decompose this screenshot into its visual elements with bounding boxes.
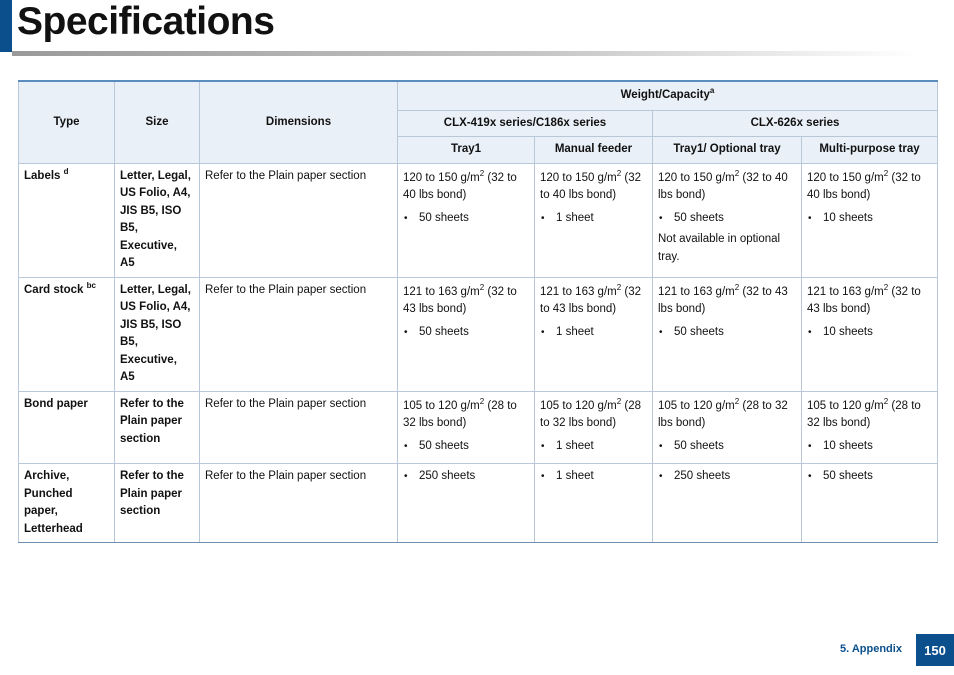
title-divider <box>12 51 917 56</box>
capacity-cell-multi-purpose <box>802 464 938 543</box>
page-title: Specifications <box>17 0 275 43</box>
capacity-bullet: • 50 sheets <box>403 438 529 456</box>
footnote-marker: d <box>63 166 69 176</box>
weight-range: 120 to 150 $g/m^2$ (32 to 40 lbs bond) <box>807 168 921 201</box>
type-cell: Archive, Punched paper, Letterhead <box>19 464 115 543</box>
weight-range: 105 to 120 $g/m^2$ (28 to 32 lbs bond) <box>540 396 642 429</box>
capacity-bullet: • 1 sheet <box>540 210 647 228</box>
header-multi-purpose: Multi-purpose tray <box>802 137 938 164</box>
weight-range: 121 to 163 $g/m^2$ (32 to 43 lbs bond) <box>403 282 517 315</box>
header-tray1: Tray1 <box>398 137 535 164</box>
capacity-cell-manual <box>535 163 653 277</box>
size-cell: Refer to the Plain paper section <box>115 391 200 464</box>
header-weight-capacity-label: Weight/Capacity <box>620 89 710 101</box>
weight-range: 120 to 150 $g/m^2$ (32 to 40 lbs bond) <box>403 168 517 201</box>
weight-range: 120 to 150 $g/m^2$ (32 to 40 lbs bond) <box>540 168 642 201</box>
weight-range: 121 to 163 $g/m^2$ (32 to 43 lbs bond) <box>540 282 642 315</box>
header-tray1-optional: Tray1/ Optional tray <box>653 137 802 164</box>
size-cell: Letter, Legal, US Folio, A4, JIS B5, ISO B5, Executive, A5 <box>115 163 200 277</box>
footnote-marker: bc <box>86 280 96 290</box>
capacity-cell-tray1 <box>398 163 535 277</box>
table-row <box>19 464 938 543</box>
capacity-bullet: • 10 sheets <box>807 210 932 228</box>
dimensions-cell: Refer to the Plain paper section <box>200 277 398 391</box>
header-series-1: CLX-419x series/C186x series <box>398 110 653 137</box>
type-cell <box>19 163 115 277</box>
capacity-cell-multi-purpose <box>802 163 938 277</box>
capacity-cell-optional <box>653 464 802 543</box>
title-accent-bar <box>0 0 12 52</box>
capacity-cell-tray1 <box>398 464 535 543</box>
capacity-bullet: • 1 sheet <box>540 324 647 342</box>
capacity-cell-multi-purpose <box>802 391 938 464</box>
dimensions-cell: Refer to the Plain paper section <box>200 391 398 464</box>
header-series-2: CLX-626x series <box>653 110 938 137</box>
capacity-bullet: • 50 sheets <box>658 210 796 228</box>
capacity-bullet: • 250 sheets <box>403 468 529 486</box>
availability-note: Not available in optional tray. <box>658 233 781 263</box>
page-number-badge: 150 <box>916 634 954 666</box>
weight-range: 120 to 150 $g/m^2$ (32 to 40 lbs bond) <box>658 168 788 201</box>
weight-range: 105 to 120 $g/m^2$ (28 to 32 lbs bond) <box>403 396 517 429</box>
type-label: Card stock <box>24 283 84 296</box>
size-cell: Letter, Legal, US Folio, A4, JIS B5, ISO B5, Executive, A5 <box>115 277 200 391</box>
table-row <box>19 391 938 464</box>
capacity-bullet: • 1 sheet <box>540 468 647 486</box>
header-manual-feeder: Manual feeder <box>535 137 653 164</box>
capacity-cell-optional <box>653 391 802 464</box>
weight-range: 121 to 163 $g/m^2$ (32 to 43 lbs bond) <box>658 282 788 315</box>
header-type: Type <box>19 81 115 163</box>
footnote-marker: a <box>709 86 715 96</box>
dimensions-cell: Refer to the Plain paper section <box>200 163 398 277</box>
weight-range: 121 to 163 $g/m^2$ (32 to 43 lbs bond) <box>807 282 921 315</box>
table-row <box>19 277 938 391</box>
capacity-cell-tray1 <box>398 277 535 391</box>
capacity-cell-tray1 <box>398 391 535 464</box>
footer-section-label: 5. Appendix <box>840 643 902 655</box>
dimensions-cell: Refer to the Plain paper section <box>200 464 398 543</box>
header-weight-capacity <box>398 81 938 110</box>
capacity-cell-manual <box>535 464 653 543</box>
type-cell: Bond paper <box>19 391 115 464</box>
type-label: Labels <box>24 169 61 182</box>
capacity-bullet: • 250 sheets <box>658 468 796 486</box>
specifications-table <box>18 80 938 543</box>
table-row <box>19 163 938 277</box>
capacity-cell-manual <box>535 277 653 391</box>
capacity-cell-manual <box>535 391 653 464</box>
capacity-bullet: • 50 sheets <box>807 468 932 486</box>
capacity-cell-optional <box>653 163 802 277</box>
weight-range: 105 to 120 $g/m^2$ (28 to 32 lbs bond) <box>807 396 921 429</box>
header-size: Size <box>115 81 200 163</box>
capacity-bullet: • 10 sheets <box>807 324 932 342</box>
capacity-bullet: • 50 sheets <box>403 324 529 342</box>
capacity-bullet: • 10 sheets <box>807 438 932 456</box>
capacity-bullet: • 50 sheets <box>658 324 796 342</box>
header-dimensions: Dimensions <box>200 81 398 163</box>
capacity-cell-optional <box>653 277 802 391</box>
capacity-cell-multi-purpose <box>802 277 938 391</box>
capacity-bullet: • 50 sheets <box>403 210 529 228</box>
weight-range: 105 to 120 $g/m^2$ (28 to 32 lbs bond) <box>658 396 788 429</box>
capacity-bullet: • 1 sheet <box>540 438 647 456</box>
size-cell: Refer to the Plain paper section <box>115 464 200 543</box>
type-cell <box>19 277 115 391</box>
capacity-bullet: • 50 sheets <box>658 438 796 456</box>
